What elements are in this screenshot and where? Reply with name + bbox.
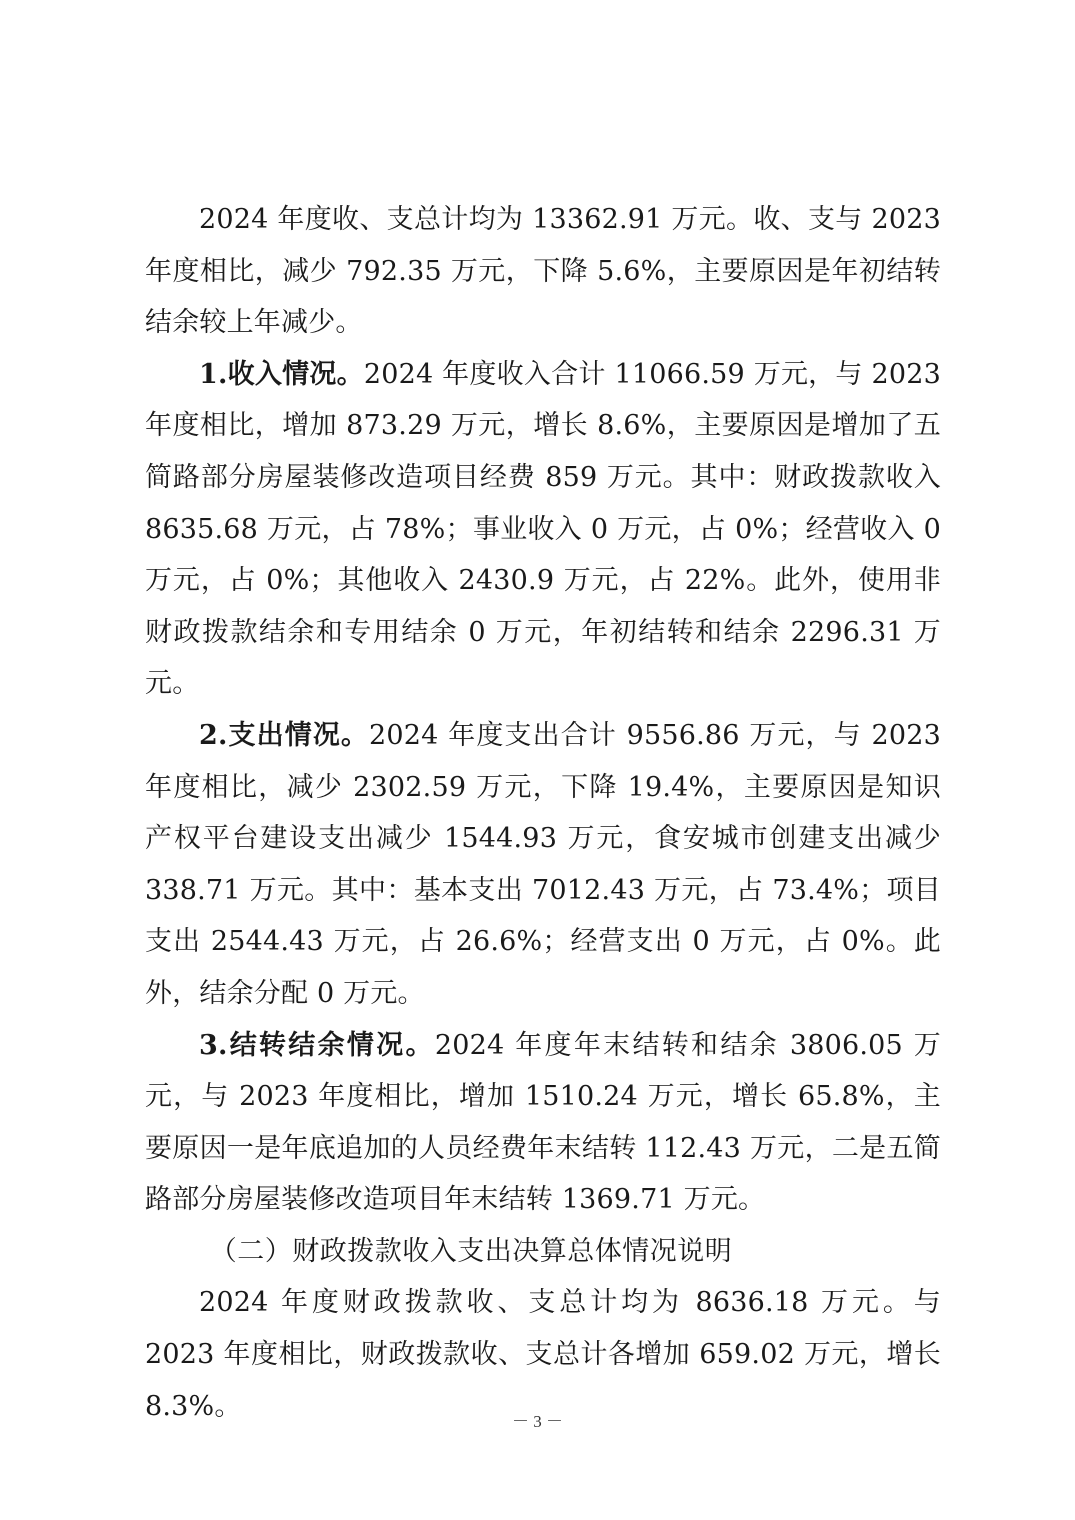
expenditure-text: 2024 年度支出合计 9556.86 万元，与 2023 年度相比，减少 2302.59 万元，下降 19.4%，主要原因是知识产权平台建设支出减少 1544.93 万元，食安城市创建支出减少 338.71 万元。其中：基本支出 7012.43 万元，占 73.4%；项目支出 2544.43 万元，占 26.6%；经营支出 0 万元，占 0%。此外，结余分配 0 万元。 bbox=[145, 719, 941, 1009]
expenditure-lead: 2.支出情况。 bbox=[199, 719, 370, 751]
carryover-paragraph bbox=[145, 1020, 941, 1226]
income-text: 2024 年度收入合计 11066.59 万元，与 2023 年度相比，增加 873.29 万元，增长 8.6%，主要原因是增加了五简路部分房屋装修改造项目经费 859 万元。其中：财政拨款收入 8635.68 万元，占 78%；事业收入 0 万元，占 0%；经营收入 0 万元，占 0%；其他收入 2430.9 万元，占 22%。此外，使用非财政拨款结余和专用结余 0 万元，年初结转和结余 2296.31 万元。 bbox=[145, 358, 941, 700]
fiscal-appropriation-paragraph: 2024 年度财政拨款收、支总计均为 8636.18 万元。与 2023 年度相比，财政拨款收、支总计各增加 659.02 万元，增长 8.3%。 bbox=[145, 1287, 941, 1422]
document-body bbox=[145, 194, 941, 1432]
carryover-text: 2024 年度年末结转和结余 3806.05 万元，与 2023 年度相比，增加 1510.24 万元，增长 65.8%，主要原因一是年底追加的人员经费年末结转 112.43 万元，二是五简路部分房屋装修改造项目年末结转 1369.71 万元。 bbox=[145, 1029, 941, 1216]
summary-paragraph bbox=[145, 194, 941, 349]
carryover-lead: 3.结转结余情况。 bbox=[199, 1029, 435, 1061]
summary-text: 2024 年度收、支总计均为 13362.91 万元。收、支与 2023 年度相比，减少 792.35 万元，下降 5.6%，主要原因是年初结转结余较上年减少。 bbox=[145, 204, 941, 339]
income-paragraph bbox=[145, 349, 941, 710]
section-heading: （二）财政拨款收入支出决算总体情况说明 bbox=[209, 1235, 733, 1267]
income-lead: 1.收入情况。 bbox=[199, 358, 364, 390]
expenditure-paragraph bbox=[145, 710, 941, 1020]
page-number: － 3 － bbox=[512, 1412, 563, 1431]
